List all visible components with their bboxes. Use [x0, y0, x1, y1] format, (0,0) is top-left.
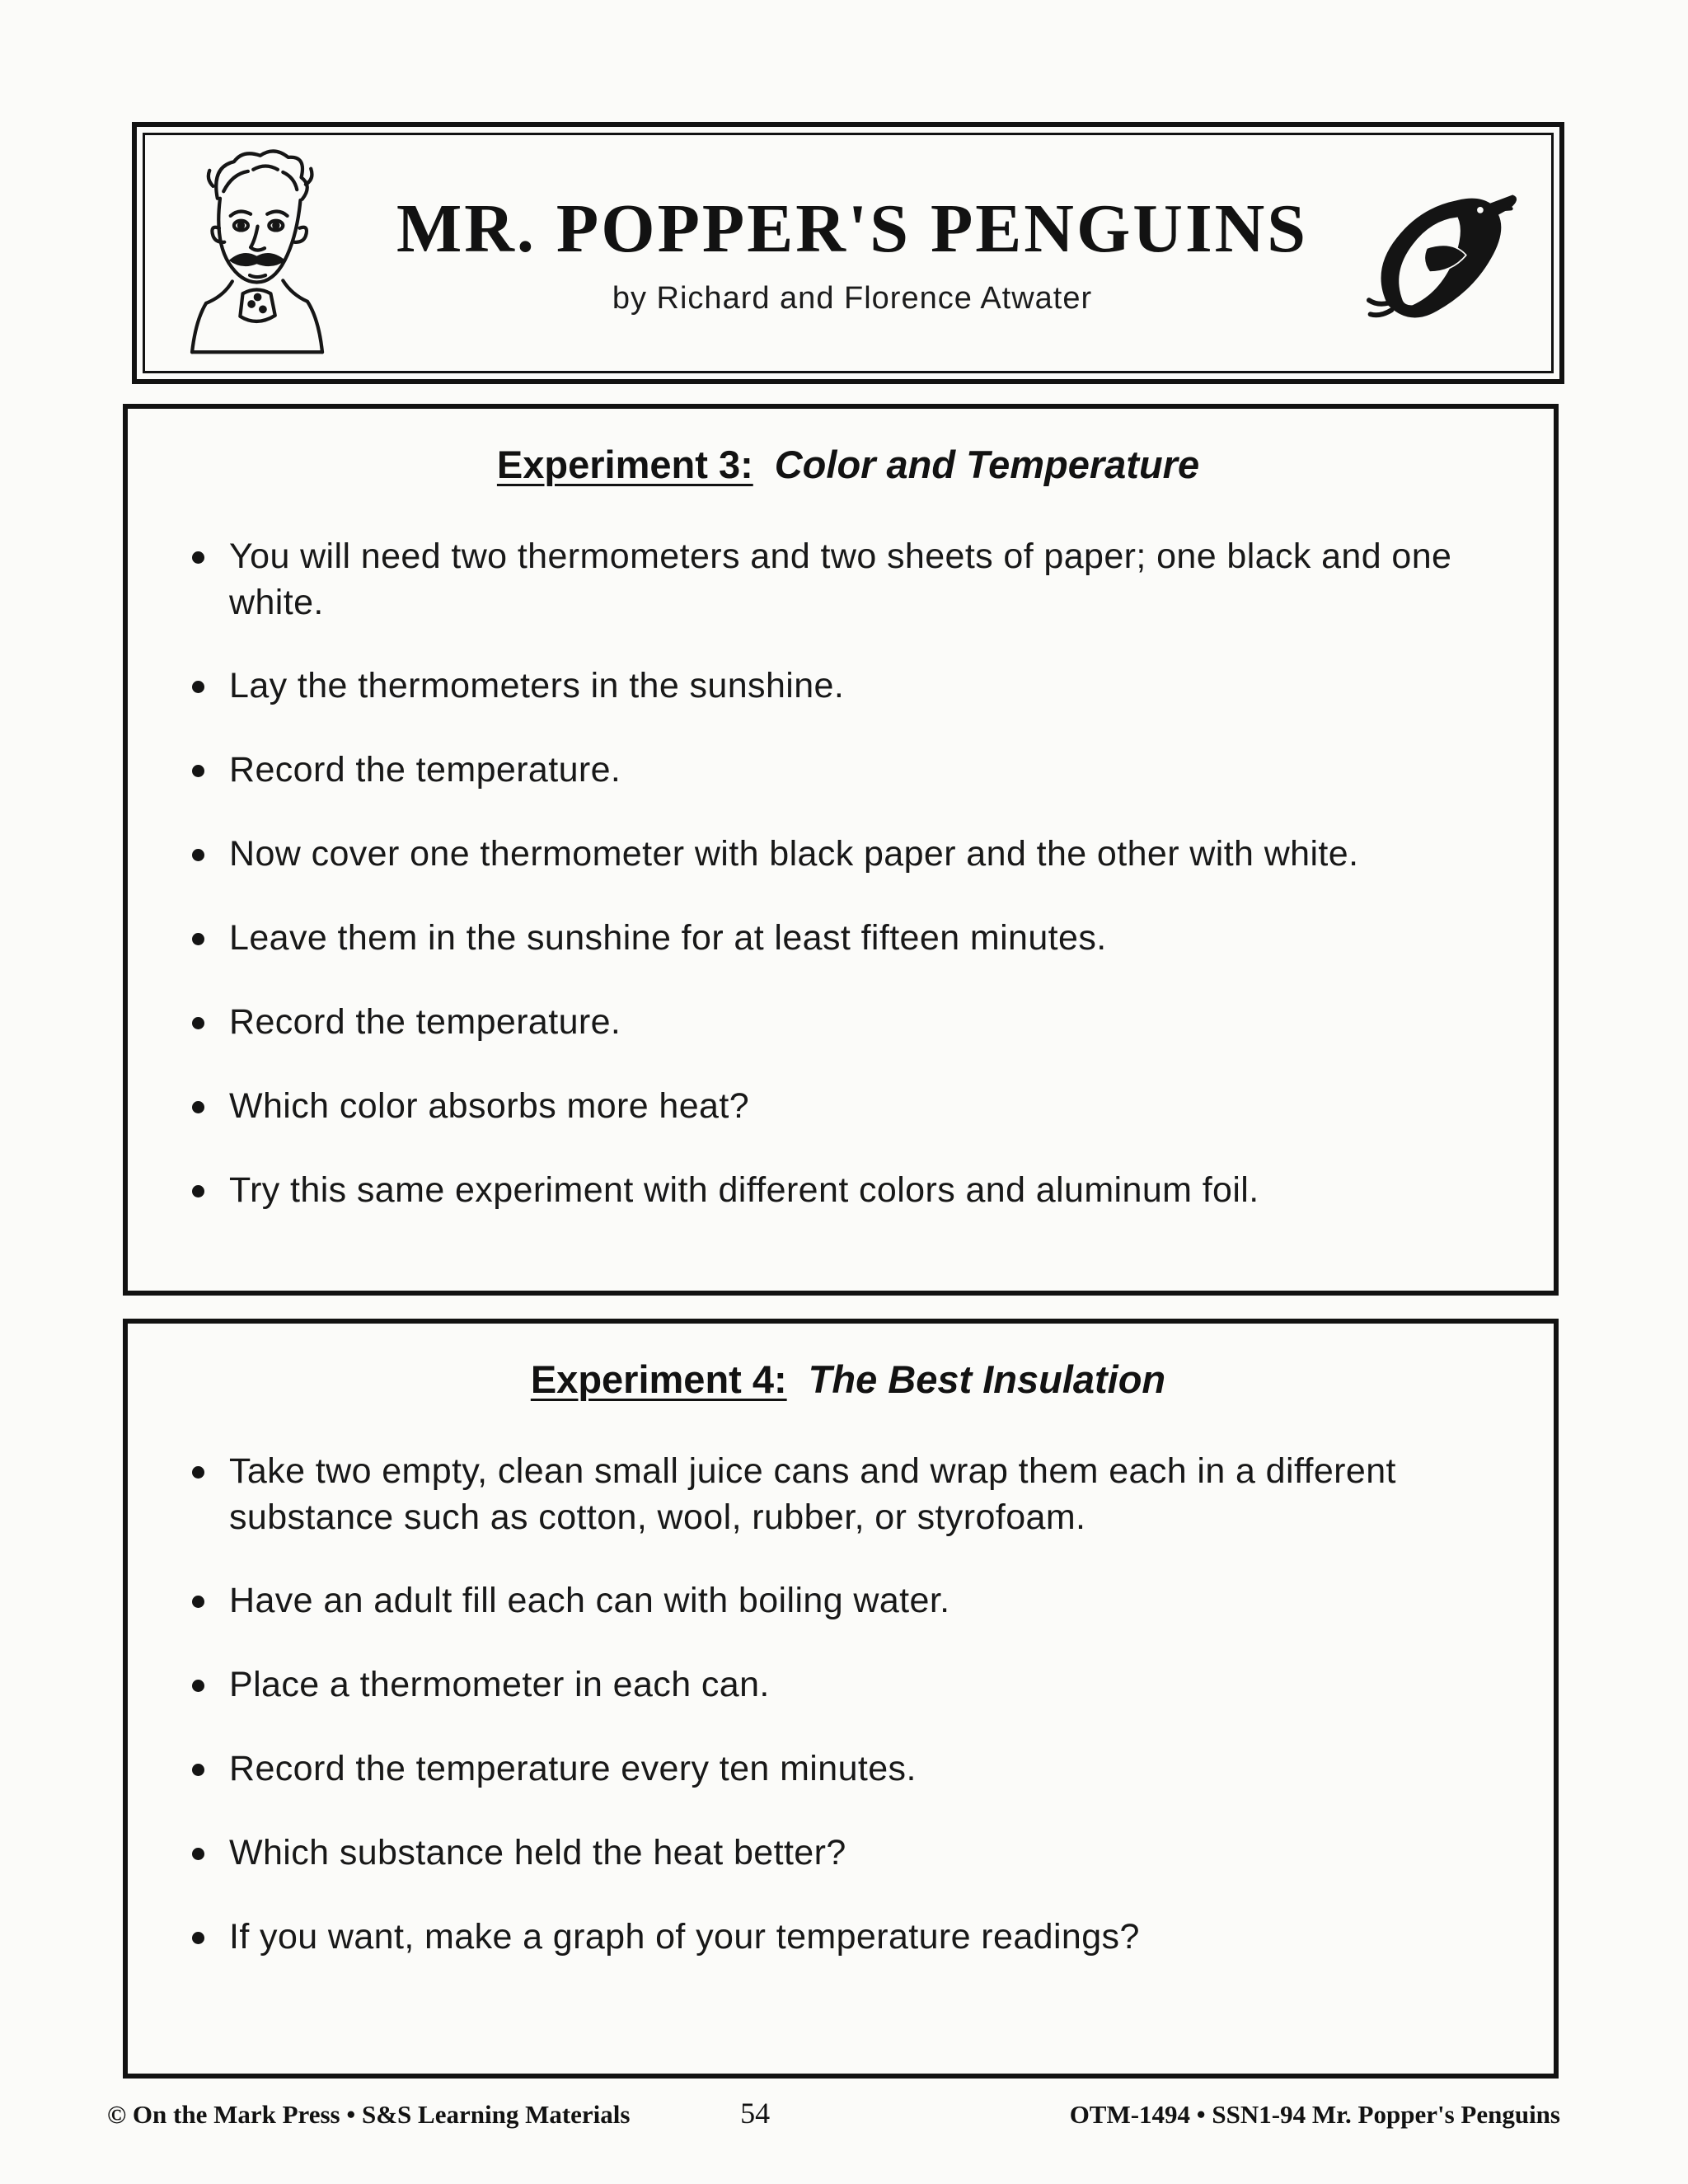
- step-text: Now cover one thermometer with black paper and the other with white.: [229, 834, 1359, 874]
- list-item: [192, 1000, 1504, 1046]
- list-item: [192, 1449, 1504, 1541]
- experiment3-section: [123, 404, 1559, 1296]
- page-number: 54: [740, 2097, 771, 2130]
- experiment3-heading: [192, 443, 1504, 486]
- experiment4-heading: [192, 1358, 1504, 1401]
- footer-product-code: OTM-1494 • SSN1-94 Mr. Popper's Penguins: [1069, 2100, 1560, 2129]
- step-text: Place a thermometer in each can.: [229, 1665, 770, 1705]
- bullet-icon: [192, 681, 204, 693]
- bullet-icon: [192, 1932, 204, 1944]
- header-inner-frame: [143, 133, 1554, 373]
- book-byline: by Richard and Florence Atwater: [612, 280, 1093, 316]
- bullet-icon: [192, 1101, 204, 1113]
- bullet-icon: [192, 551, 204, 564]
- step-text: If you want, make a graph of your temperature readings?: [229, 1917, 1140, 1957]
- experiment4-section: [123, 1319, 1559, 2079]
- step-text: Record the temperature.: [229, 750, 621, 790]
- experiment4-label: Experiment 4:: [530, 1357, 787, 1401]
- step-text: Try this same experiment with different colors and aluminum foil.: [229, 1169, 1259, 1210]
- step-text: You will need two thermometers and two sheets of paper; one black and one white.: [229, 536, 1452, 622]
- bullet-icon: [192, 1680, 204, 1692]
- step-text: Which substance held the heat better?: [229, 1833, 846, 1873]
- bullet-icon: [192, 1466, 204, 1479]
- experiment4-steps-list: [192, 1449, 1504, 1961]
- step-text: Have an adult fill each can with boiling water.: [229, 1581, 950, 1621]
- step-text: Leave them in the sunshine for at least fifteen minutes.: [229, 918, 1107, 958]
- bullet-icon: [192, 933, 204, 945]
- bullet-icon: [192, 765, 204, 777]
- list-item: [192, 1084, 1504, 1130]
- step-text: Lay the thermometers in the sunshine.: [229, 666, 845, 706]
- list-item: [192, 1578, 1504, 1624]
- bullet-icon: [192, 1764, 204, 1776]
- mr-popper-portrait-illustration: [168, 144, 345, 363]
- list-item: [192, 748, 1504, 794]
- step-text: Which color absorbs more heat?: [229, 1085, 750, 1126]
- experiment4-title: The Best Insulation: [808, 1357, 1166, 1401]
- list-item: [192, 1662, 1504, 1708]
- step-text: Record the temperature every ten minutes.: [229, 1749, 917, 1789]
- list-item: [192, 1746, 1504, 1793]
- list-item: [192, 1830, 1504, 1877]
- bullet-icon: [192, 1596, 204, 1608]
- list-item: [192, 916, 1504, 962]
- list-item: [192, 832, 1504, 878]
- footer: [107, 2096, 1560, 2130]
- header-text-block: [345, 190, 1359, 316]
- bullet-icon: [192, 849, 204, 861]
- footer-publisher: © On the Mark Press • S&S Learning Materials: [107, 2100, 631, 2129]
- list-item: [192, 534, 1504, 626]
- list-item: [192, 1168, 1504, 1214]
- list-item: [192, 1915, 1504, 1961]
- penguin-illustration: [1359, 150, 1528, 356]
- header-box: [132, 122, 1564, 384]
- experiment3-label: Experiment 3:: [496, 443, 753, 486]
- list-item: [192, 663, 1504, 710]
- book-title: MR. POPPER'S PENGUINS: [396, 190, 1309, 268]
- experiment3-title: Color and Temperature: [774, 443, 1200, 486]
- step-text: Record the temperature.: [229, 1002, 621, 1043]
- bullet-icon: [192, 1017, 204, 1029]
- bullet-icon: [192, 1185, 204, 1197]
- step-text: Take two empty, clean small juice cans and wrap them each in a different substance such as cotton, wool, rubber, or styrofoam.: [229, 1451, 1396, 1537]
- experiment3-steps-list: [192, 534, 1504, 1214]
- bullet-icon: [192, 1848, 204, 1860]
